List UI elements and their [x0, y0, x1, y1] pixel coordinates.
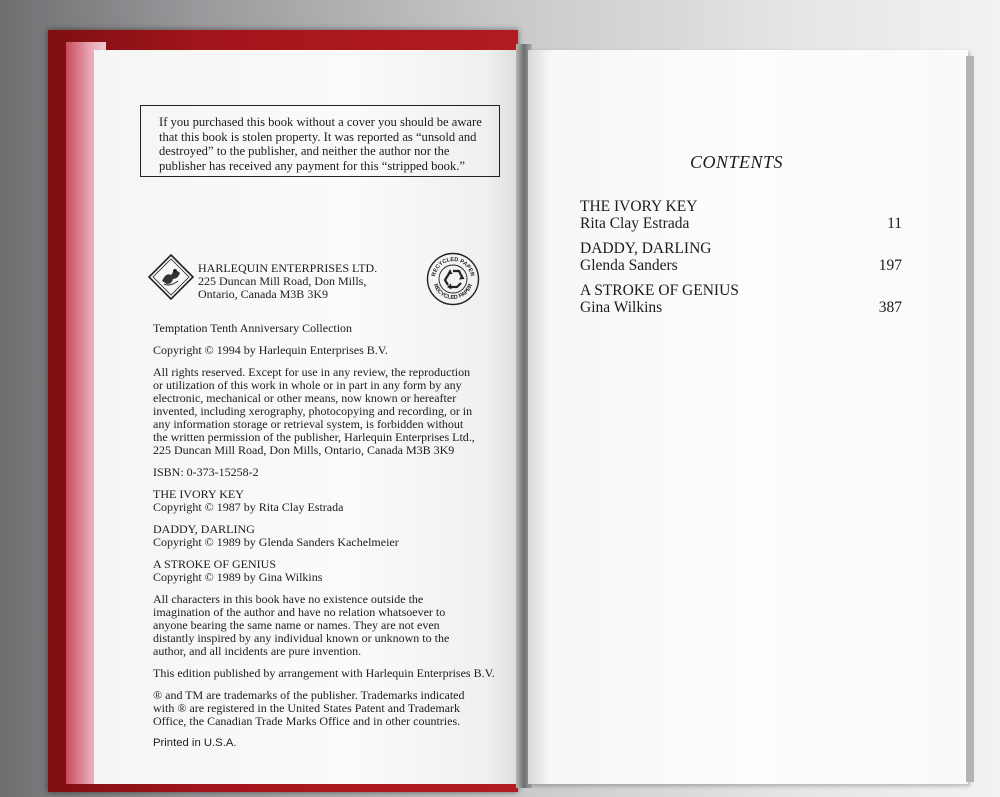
collection-title: Temptation Tenth Anniversary Collection: [153, 321, 353, 335]
rights-line: electronic, mechanical or other means, now known or hereafter: [153, 391, 457, 405]
rights-line: any information storage or retrieval system, is forbidden without: [153, 417, 464, 431]
work-title: THE IVORY KEY: [153, 487, 244, 501]
rights-line: 225 Duncan Mill Road, Don Mills, Ontario, Canada M3B 3K9: [153, 443, 455, 457]
work-copyright: Copyright © 1989 by Glenda Sanders Kachelmeier: [153, 535, 399, 549]
work-title: DADDY, DARLING: [153, 522, 255, 536]
rights-line: the written permission of the publisher, Harlequin Enterprises Ltd.,: [153, 430, 475, 444]
recycled-logo-bottom-text: RECYCLED PAPER: [431, 283, 475, 302]
publisher-name: HARLEQUIN ENTERPRISES LTD.: [198, 261, 378, 275]
toc-entry: [580, 282, 902, 324]
copyright-main: Copyright © 1994 by Harlequin Enterprises B.V.: [153, 343, 388, 357]
toc-entry: [580, 198, 902, 240]
harlequin-diamond-logo-icon: [148, 254, 194, 300]
fiction-line: anyone bearing the same name or names. They are not even: [153, 618, 440, 632]
work-copyright: Copyright © 1987 by Rita Clay Estrada: [153, 500, 344, 514]
fiction-line: author, and all incidents are pure invention.: [153, 644, 362, 658]
rights-line: invented, including xerography, photocopying and recording, or in: [153, 404, 473, 418]
notice-line: If you purchased this book without a cover you should be aware: [159, 115, 482, 129]
fiction-line: distantly inspired by any individual known or unknown to the: [153, 631, 450, 645]
copyright-legal-text: [153, 322, 498, 750]
trademark-line: with ® are registered in the United States Patent and Trademark: [153, 701, 461, 715]
table-of-contents: [580, 198, 902, 324]
publisher-address-line: 225 Duncan Mill Road, Don Mills,: [198, 274, 367, 288]
isbn: ISBN: 0-373-15258-2: [153, 465, 259, 479]
fiction-line: imagination of the author and have no relation whatsoever to: [153, 605, 446, 619]
fiction-line: All characters in this book have no existence outside the: [153, 592, 424, 606]
toc-title: A STROKE OF GENIUS: [580, 282, 739, 299]
notice-line: publisher has received any payment for this “stripped book.”: [159, 158, 466, 173]
recycled-paper-icon: [426, 252, 480, 306]
publisher-block: [148, 248, 488, 308]
svg-text:RECYCLED PAPER: [431, 257, 475, 277]
toc-author: Gina Wilkins: [580, 299, 663, 316]
contents-heading: CONTENTS: [690, 152, 784, 172]
toc-page-number: 11: [887, 215, 902, 232]
edition-note: This edition published by arrangement with Harlequin Enterprises B.V.: [153, 666, 495, 680]
notice-line: destroyed” to the publisher, and neither the author nor the: [159, 144, 450, 159]
work-title: A STROKE OF GENIUS: [153, 557, 277, 571]
trademark-line: Office, the Canadian Trade Marks Office and in other countries.: [153, 714, 461, 728]
trademark-line: ® and TM are trademarks of the publisher. Trademarks indicated: [153, 688, 465, 702]
stripped-book-notice: [140, 105, 500, 177]
printed-in: Printed in U.S.A.: [153, 737, 237, 749]
rights-line: or utilization of this work in whole or in part in any form by any: [153, 378, 462, 392]
svg-text:RECYCLED PAPER: [432, 283, 474, 301]
rights-line: All rights reserved. Except for use in any review, the reproduction: [153, 365, 471, 379]
toc-author: Rita Clay Estrada: [580, 215, 690, 232]
right-page-edge: [966, 56, 974, 782]
toc-title: DADDY, DARLING: [580, 240, 712, 257]
recycled-logo-top-text: RECYCLED PAPER: [431, 256, 475, 278]
toc-entry: [580, 240, 902, 282]
notice-line: that this book is stolen property. It was reported as “unsold and: [159, 129, 477, 144]
publisher-address-line: Ontario, Canada M3B 3K9: [198, 287, 328, 301]
toc-author: Glenda Sanders: [580, 257, 678, 274]
toc-page-number: 387: [878, 299, 902, 316]
toc-page-number: 197: [878, 257, 902, 274]
work-copyright: Copyright © 1989 by Gina Wilkins: [153, 570, 323, 584]
toc-title: THE IVORY KEY: [580, 198, 698, 215]
publisher-address: [198, 262, 377, 301]
